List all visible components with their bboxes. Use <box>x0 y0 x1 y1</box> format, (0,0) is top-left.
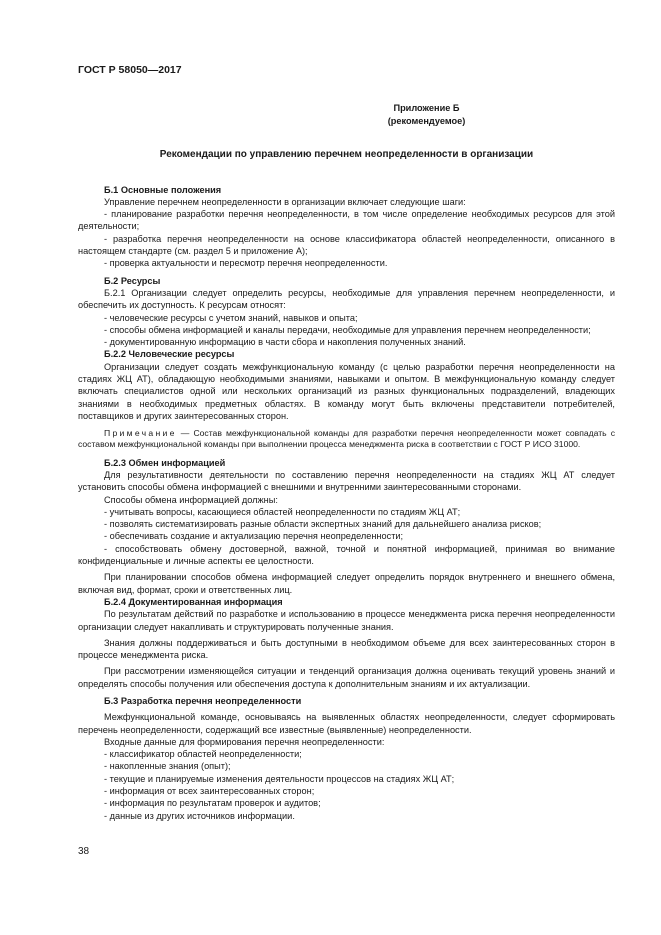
paragraph: Межфункциональной команде, основываясь на выявленных областях неопределенности, следует сформировать перечень неопределенности, содержащий все известные (выявленные) неопределенности. <box>78 712 615 735</box>
list-item: - обеспечивать создание и актуализацию перечня неопределенности; <box>104 531 404 542</box>
paragraph: Способы обмена информацией должны: <box>104 494 278 505</box>
list-item: - классификатор областей неопределенности; <box>104 749 302 760</box>
document-code: ГОСТ Р 58050—2017 <box>78 64 182 76</box>
section-heading-b2: Б.2 Ресурсы <box>104 275 161 286</box>
list-item: - информация по результатам проверок и аудитов; <box>104 798 321 809</box>
list-item: - планирование разработки перечня неопределенности, в том числе определение необходимых ресурсов для этой деятельности; <box>78 209 615 232</box>
list-item: - текущие и планируемые изменения деятельности процессов на стадиях ЖЦ АТ; <box>104 773 455 784</box>
paragraph: Знания должны поддерживаться и быть доступными в необходимом объеме для всех заинтересованных сторон в процессе менеджмента риска. <box>78 637 615 661</box>
appendix-type: (рекомендуемое) <box>387 115 466 126</box>
list-item: - разработка перечня неопределенности на основе классификатора областей неопределенности, описанного в настоящем стандарте (см. раздел 5 и приложение А); <box>78 233 615 257</box>
appendix-title: Рекомендации по управлению перечнем неопределенности в организации <box>159 149 534 161</box>
page-number: 38 <box>78 846 90 857</box>
list-item: - проверка актуальности и пересмотр перечня неопределенности. <box>104 258 388 269</box>
appendix-heading <box>238 102 615 127</box>
paragraph: При планировании способов обмена информацией следует определить порядок внутреннего и внешнего обмена, включая вид, формат, сроки и ответственных лиц. <box>78 572 615 595</box>
section-heading-b1: Б.1 Основные положения <box>104 184 222 195</box>
paragraph: По результатам действий по разработке и использованию в процессе менеджмента риска перечня неопределенности организации следует накапливать и структурировать полученные знания. <box>78 609 615 632</box>
list-item: - документированную информацию в части сбора и накопления полученных знаний. <box>104 337 466 348</box>
list-item: - информация от всех заинтересованных сторон; <box>104 786 315 797</box>
list-item: - данные из других источников информации. <box>104 810 295 821</box>
list-item: - позволять систематизировать разные области экспертных знаний для дальнейшего анализа рисков; <box>104 519 542 530</box>
paragraph: При рассмотрении изменяющейся ситуации и тенденций организация должна оценивать текущий уровень знаний и определять способы получения или обеспечения доступа к дополнительным знаниям и их актуализации. <box>78 666 615 689</box>
note-text: — Состав межфункциональной команды для разработки перечня неопределенности может совпадать с составом межфункциональной команды при выполнении процесса менеджмента риска в соответствии с ГОСТ Р ИСО 31000. <box>78 428 615 450</box>
appendix-name: Приложение Б <box>393 103 460 114</box>
paragraph: Б.2.1 Организации следует определить ресурсы, необходимые для управления перечнем неопределенности, и обеспечить их доступность. К ресурсам относят: <box>78 287 615 311</box>
list-item: - накопленные знания (опыт); <box>104 761 231 772</box>
subsection-heading-b23: Б.2.3 Обмен информацией <box>104 457 226 468</box>
paragraph: Входные данные для формирования перечня неопределенности: <box>104 736 385 747</box>
subsection-heading-b22: Б.2.2 Человеческие ресурсы <box>104 349 235 360</box>
paragraph: Управление перечнем неопределенности в организации включает следующие шаги: <box>104 196 466 207</box>
paragraph: Для результативности деятельности по составлению перечня неопределенности на стадиях ЖЦ АТ следует установить способы обмена информацией с внешними и внутренними заинтересованными сторонами. <box>78 469 615 493</box>
list-item: - учитывать вопросы, касающиеся областей неопределенности по стадиям ЖЦ АТ; <box>104 506 461 517</box>
list-item: - способствовать обмену достоверной, важной, точной и понятной информацией, принимая во внимание конфиденциальные и личные аспекты ее целостности. <box>78 543 615 567</box>
note-label: Примечание <box>104 428 177 439</box>
subsection-heading-b24: Б.2.4 Документированная информация <box>104 596 283 607</box>
list-item: - способы обмена информацией и каналы передачи, необходимые для управления перечнем неопределенности; <box>104 324 591 335</box>
list-item: - человеческие ресурсы с учетом знаний, навыков и опыта; <box>104 312 358 323</box>
note <box>78 428 615 450</box>
section-heading-b3: Б.3 Разработка перечня неопределенности <box>104 695 302 706</box>
paragraph: Организации следует создать межфункциональную команду (с целью разработки перечня неопределенности на стадиях ЖЦ АТ), обладающую необходимыми знаниями, навыками и опытом. В межфункциональную команду следует включать специалистов одной или нескольких организаций из разных функциональных подразделений, владеющих знаниями в необходимых предметных областях. В команду могут быть включены представители потребителей, поставщиков и других заинтересованных сторон. <box>78 361 615 421</box>
